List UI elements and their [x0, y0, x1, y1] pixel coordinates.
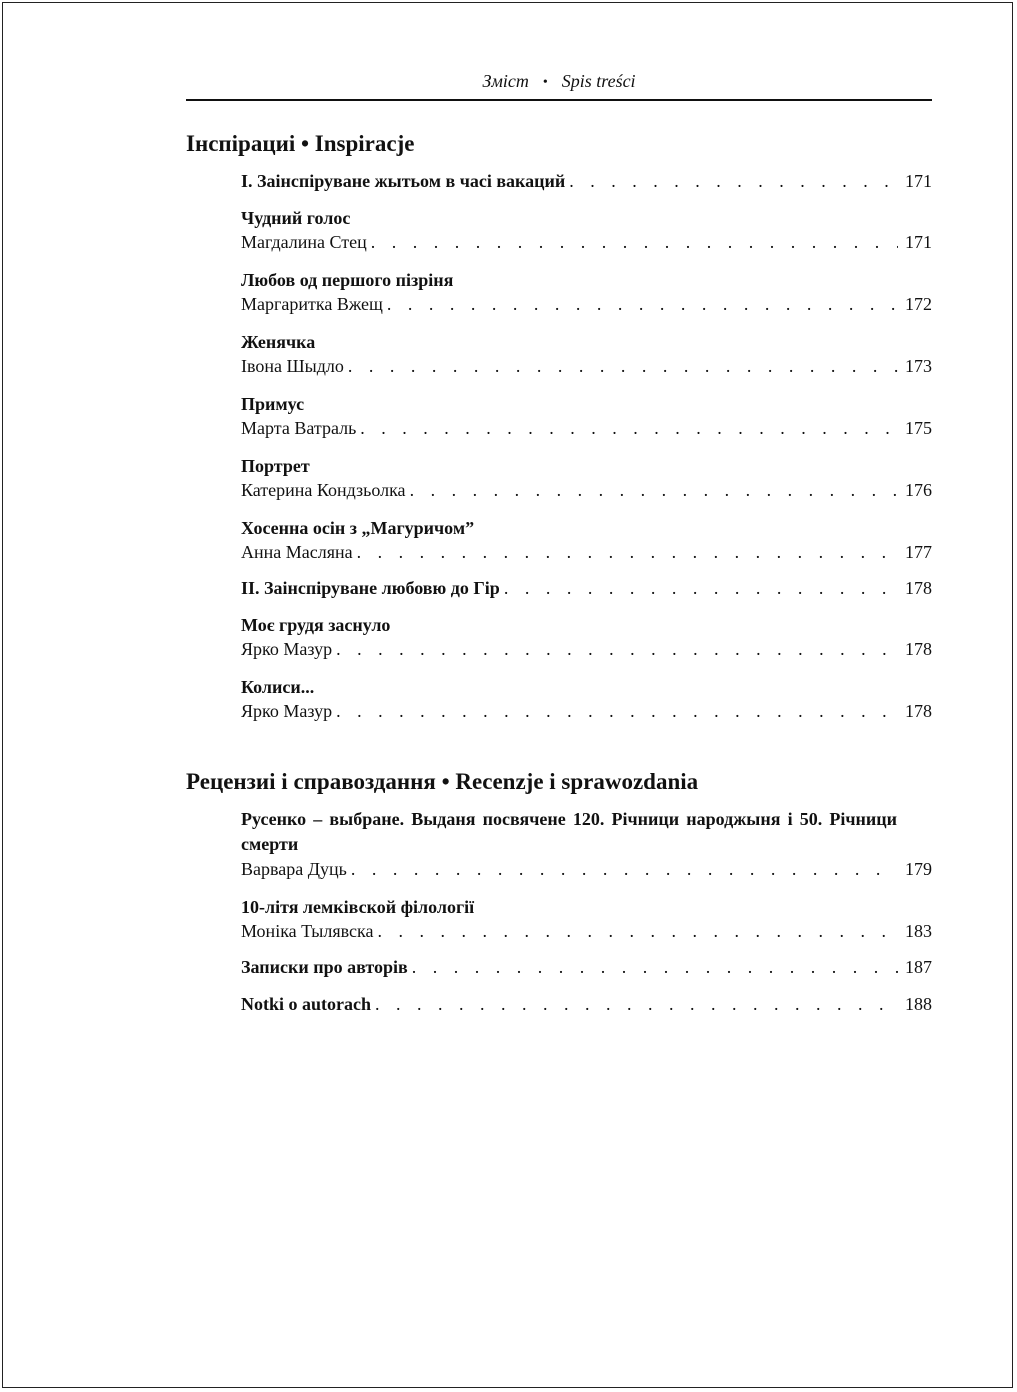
page-number: 172 [905, 294, 932, 314]
entry-label: Записки про авторів [241, 957, 408, 977]
leader-dots [336, 699, 898, 724]
toc-entry[interactable] [241, 169, 932, 194]
toc-entry[interactable] [241, 454, 932, 503]
leader-dots [412, 955, 898, 980]
entry-title: Любов од першого пізріня [241, 270, 454, 290]
header-rule [186, 99, 932, 101]
leader-dots [504, 576, 898, 601]
entry-title: Женячка [241, 332, 316, 352]
leader-dots [371, 230, 898, 255]
leader-dots [387, 292, 898, 317]
entry-author: Ярко Мазур [241, 701, 333, 721]
entry-title: Моє грудя заснуло [241, 615, 391, 635]
entry-author: Магдалина Стец [241, 232, 367, 252]
toc-entry[interactable] [241, 392, 932, 441]
entry-author: Моніка Тылявска [241, 921, 374, 941]
entry-title: Портрет [241, 456, 310, 476]
page-number: 187 [905, 957, 932, 977]
leader-dots [336, 637, 898, 662]
page-number: 178 [905, 701, 932, 721]
entry-author: Маргаритка Вжещ [241, 294, 383, 314]
leader-dots [360, 416, 898, 441]
entry-title: 10-літя лемківской філології [241, 897, 475, 917]
toc-entry[interactable] [241, 992, 932, 1017]
leader-dots [357, 540, 898, 565]
toc-entry[interactable] [241, 330, 932, 379]
leader-dots [569, 169, 898, 194]
entry-label: І. Заінспіруване жытьом в часі вакаций [241, 171, 566, 191]
section-title-inspiracje: Інспірациі • Inspiracje [186, 131, 415, 156]
entry-label: ІІ. Заінспіруване любовю до Гір [241, 578, 500, 598]
entry-title: Чудний голос [241, 208, 351, 228]
toc-entry[interactable] [241, 675, 932, 724]
page-number: 171 [905, 171, 932, 191]
toc-entry[interactable] [241, 807, 932, 882]
entry-author: Анна Масляна [241, 542, 353, 562]
leader-dots [410, 478, 898, 503]
toc-entry[interactable] [241, 613, 932, 662]
leader-dots [375, 992, 898, 1017]
page-number: 176 [905, 480, 932, 500]
page-number: 171 [905, 232, 932, 252]
entry-title: Хосенна осін з „Магуричом” [241, 518, 475, 538]
toc-entry[interactable] [241, 955, 932, 980]
page-number: 183 [905, 921, 932, 941]
page-number: 175 [905, 418, 932, 438]
running-head [186, 69, 932, 96]
leader-dots [377, 919, 898, 944]
running-head-left: Зміст [482, 71, 529, 91]
page-number: 179 [905, 859, 932, 879]
page-number: 188 [905, 994, 932, 1014]
entry-author: Івона Шыдло [241, 356, 344, 376]
page-number: 177 [905, 542, 932, 562]
entry-author: Варвара Дуць [241, 859, 347, 879]
entry-author: Марта Ватраль [241, 418, 357, 438]
entry-author: Ярко Мазур [241, 639, 333, 659]
running-head-right: Spis treści [561, 71, 636, 91]
entry-title: Примус [241, 394, 305, 414]
toc-entry[interactable] [241, 895, 932, 944]
page-number: 178 [905, 639, 932, 659]
leader-dots [348, 354, 898, 379]
entry-title: Русенко – выбране. Выданя посвячене 120. Річници народжыня і 50. Річници смерти [241, 809, 897, 854]
toc-entry[interactable] [241, 516, 932, 565]
page-number: 178 [905, 578, 932, 598]
page-number: 173 [905, 356, 932, 376]
running-head-bullet: • [542, 75, 548, 90]
leader-dots [351, 857, 898, 882]
section-title-recenzje: Рецензиі і справоздання • Recenzje i sprawozdania [186, 769, 699, 794]
entry-title: Колиси... [241, 677, 315, 697]
entry-author: Катерина Кондзьолка [241, 480, 406, 500]
toc-entry[interactable] [241, 576, 932, 601]
entry-label: Notki o autorach [241, 994, 371, 1014]
toc-entry[interactable] [241, 206, 932, 255]
toc-entry[interactable] [241, 268, 932, 317]
